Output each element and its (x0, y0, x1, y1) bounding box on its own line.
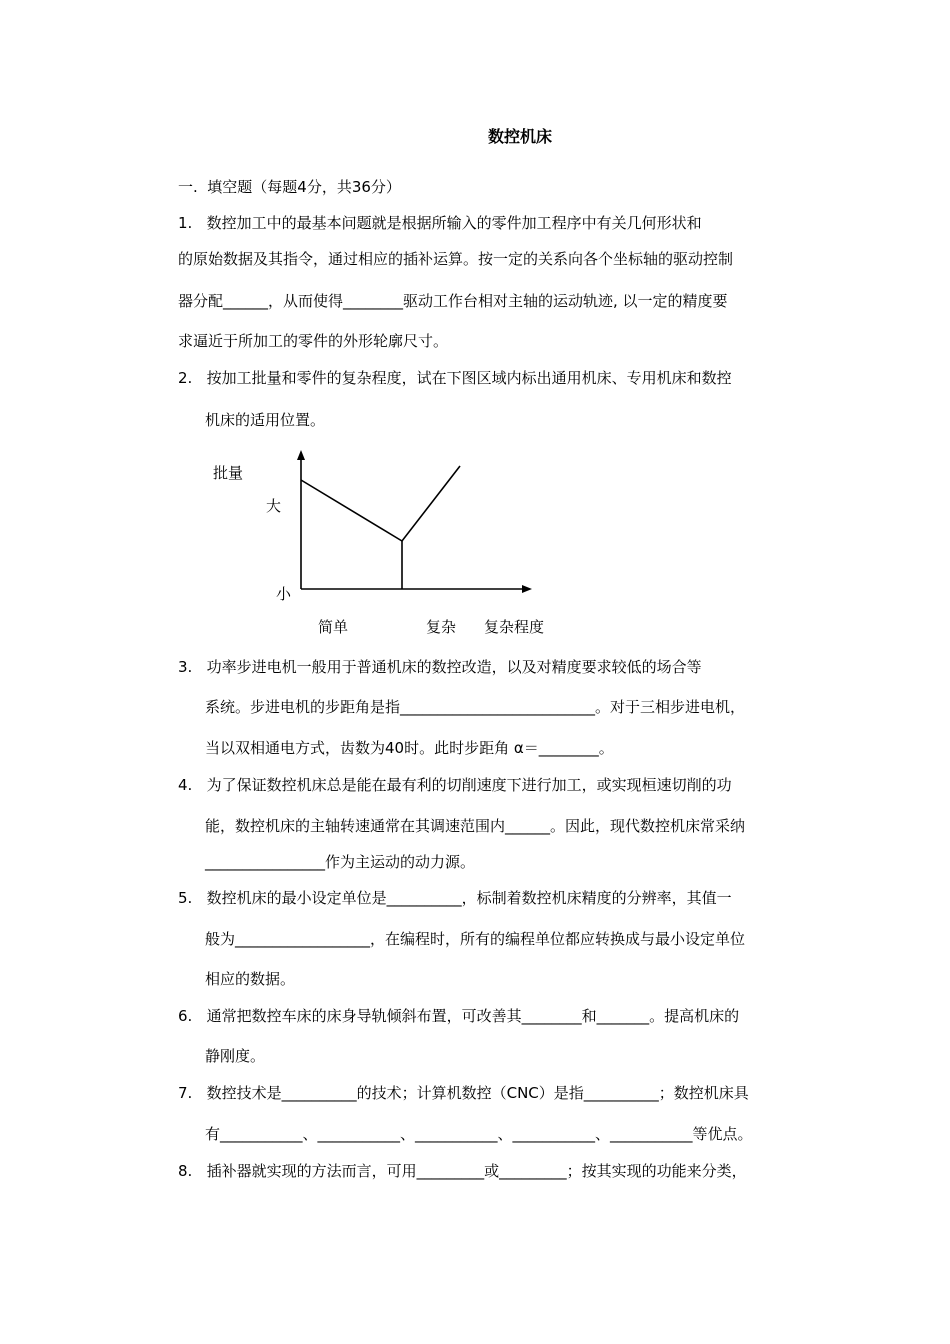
page-title: 数控机床 (488, 127, 553, 146)
x-complex-label: 复杂 (426, 618, 457, 636)
question-1-line-3: 器分配______，从而使得________驱动工作台相对主轴的运动轨迹, 以一定的精度要 (178, 292, 728, 310)
question-6-line-1: 6. 通常把数控车床的床身导轨倾斜布置，可改善其________和_______。提高机床的 (178, 1007, 740, 1025)
section-heading: 一. 填空题（每题4分，共36分） (178, 178, 401, 196)
question-5-line-2: 般为__________________，在编程时，所有的编程单位都应转换成与最小设定单位 (205, 930, 746, 948)
batch-complexity-figure (200, 446, 580, 646)
question-6-line-2: 静刚度。 (205, 1047, 266, 1065)
question-5-line-3: 相应的数据。 (205, 970, 296, 988)
question-1-line-1: 1. 数控加工中的最基本问题就是根据所输入的零件加工程序中有关几何形状和 (178, 214, 702, 232)
x-simple-label: 简单 (318, 618, 349, 636)
question-4-line-3: ________________作为主运动的动力源。 (205, 853, 476, 871)
boundary-line (301, 466, 460, 541)
question-2-line-1: 2. 按加工批量和零件的复杂程度，试在下图区域内标出通用机床、专用机床和数控 (178, 369, 732, 387)
question-3-line-2: 系统。步进电机的步距角是指__________________________。对于三相步进电机， (205, 698, 746, 716)
x-axis-title: 复杂程度 (484, 618, 545, 636)
question-4-line-2: 能，数控机床的主轴转速通常在其调速范围内______。因此，现代数控机床常采纳 (205, 817, 746, 835)
question-4-line-1: 4. 为了保证数控机床总是能在最有利的切削速度下进行加工，或实现桓速切削的功 (178, 776, 732, 794)
question-2-line-2: 机床的适用位置。 (205, 411, 326, 429)
y-low-label: 小 (276, 585, 292, 603)
x-axis-arrow (522, 585, 532, 593)
y-axis-title: 批量 (213, 464, 244, 482)
question-1-line-4: 求逼近于所加工的零件的外形轮廓尺寸。 (178, 332, 449, 350)
question-3-line-3: 当以双相通电方式，齿数为40时。此时步距角 α＝________。 (205, 739, 614, 757)
y-high-label: 大 (266, 497, 282, 515)
y-axis-arrow (297, 450, 305, 460)
question-7-line-1: 7. 数控技术是__________的技术；计算机数控（CNC）是指__________；数控机床具 (178, 1084, 749, 1102)
question-1-line-2: 的原始数据及其指令，通过相应的插补运算。按一定的关系向各个坐标轴的驱动控制 (178, 250, 734, 268)
question-3-line-1: 3. 功率步进电机一般用于普通机床的数控改造，以及对精度要求较低的场合等 (178, 658, 702, 676)
question-8-line-1: 8. 插补器就实现的方法而言，可用_________或_________；按其实现的功能来分类， (178, 1162, 747, 1180)
question-5-line-1: 5. 数控机床的最小设定单位是__________，标制着数控机床精度的分辨率，其值一 (178, 889, 732, 907)
question-7-line-2: 有___________、___________、___________、___________、___________等优点。 (205, 1125, 753, 1143)
